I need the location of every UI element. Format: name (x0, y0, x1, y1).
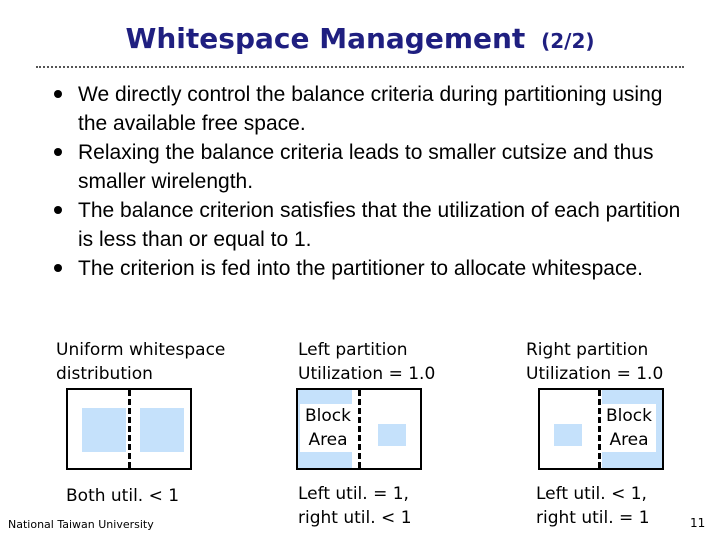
right-bottom-line1: Left util. < 1, (536, 484, 647, 504)
slide-title-suffix: (2/2) (541, 29, 595, 53)
left-block-label-line2: Area (308, 430, 348, 450)
uniform-caption (56, 338, 225, 386)
left-block-label-line1: Block (305, 406, 351, 426)
partition-cutline (128, 390, 131, 468)
right-small-block (378, 424, 406, 446)
left-partition-panel (296, 388, 422, 470)
bullet-list (52, 80, 692, 283)
uniform-panel (66, 388, 192, 470)
right-block-area-label (602, 404, 656, 452)
right-block-area (140, 408, 184, 452)
uniform-caption-line2: distribution (56, 364, 153, 384)
left-block-area-label (300, 404, 356, 452)
left-partition-caption-line2: Utilization = 1.0 (298, 364, 436, 384)
bullet-item: The balance criterion satisfies that the utilization of each partition is less than or equal to 1. (52, 196, 692, 254)
left-bottom-line1: Left util. = 1, (298, 484, 409, 504)
left-partition-caption (298, 338, 435, 386)
right-block-label-line1: Block (606, 406, 652, 426)
title-divider (36, 66, 684, 68)
slide-title (0, 22, 720, 55)
bullet-item: We directly control the balance criteria during partitioning using the available free space. (52, 80, 692, 138)
right-bottom-line2: right util. = 1 (536, 508, 650, 528)
left-bottom-line2: right util. < 1 (298, 508, 412, 528)
right-partition-panel (538, 388, 664, 470)
left-block-area (82, 408, 126, 452)
uniform-bottom-label: Both util. < 1 (66, 486, 180, 506)
bullet-item: Relaxing the balance criteria leads to smaller cutsize and thus smaller wirelength. (52, 138, 692, 196)
left-partition-bottom-label (298, 482, 412, 530)
right-partition-caption (526, 338, 663, 386)
right-partition-caption-line2: Utilization = 1.0 (526, 364, 664, 384)
right-partition-bottom-label (536, 482, 650, 530)
right-partition-caption-line1: Right partition (526, 340, 649, 360)
page-number: 11 (690, 516, 706, 530)
bullet-item: The criterion is fed into the partitioner to allocate whitespace. (52, 254, 692, 283)
partition-cutline (358, 390, 361, 468)
left-partition-caption-line1: Left partition (298, 340, 408, 360)
partition-cutline (598, 390, 601, 468)
left-small-block (554, 424, 582, 446)
right-block-label-line2: Area (609, 430, 649, 450)
slide-title-text: Whitespace Management (125, 22, 526, 55)
footer-institution: National Taiwan University (8, 518, 154, 531)
uniform-caption-line1: Uniform whitespace (56, 340, 226, 360)
